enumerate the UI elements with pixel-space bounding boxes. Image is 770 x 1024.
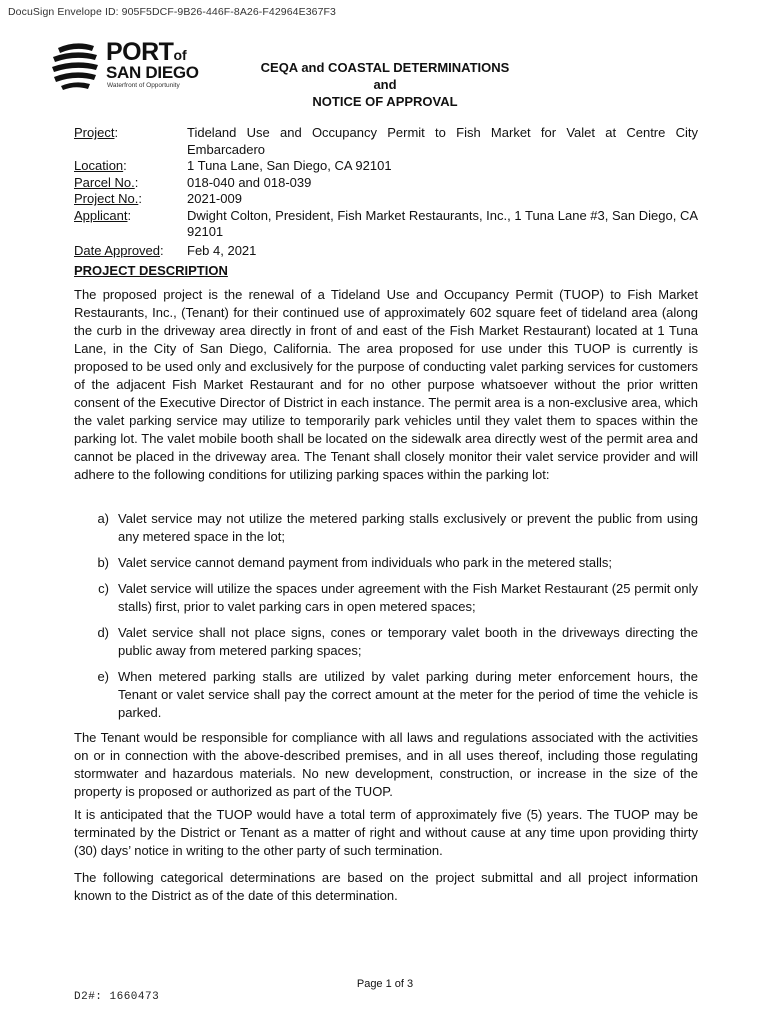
list-item [74,510,698,546]
field-date-approved-value: Feb 4, 2021 [187,242,257,258]
logo-tagline: Waterfront of Opportunity [107,82,180,89]
logo-port: PORT [106,38,174,66]
list-item-text: Valet service may not utilize the metered parking stalls exclusively or prevent the public from using any metered space in the lot; [118,511,698,544]
list-marker: d) [97,625,109,640]
field-project: Project: Tideland Use and Occupancy Permit to Fish Market for Valet at Centre City Embarcadero [74,125,698,157]
port-of-san-diego-logo [50,40,210,92]
list-item [74,624,698,660]
field-date-approved: Date Approved: Feb 4, 2021 [74,243,698,260]
logo-san-diego: SAN DIEGO [106,63,199,82]
list-marker: c) [98,581,109,596]
waves-icon [50,42,100,90]
field-applicant-label: Applicant [74,207,128,223]
document-number: D2#: 1660473 [74,991,160,1003]
field-project-no-label: Project No. [74,191,139,206]
document-title-line-2: and [373,77,397,92]
document-title-line-3: NOTICE OF APPROVAL [312,94,458,109]
section-heading-project-description: PROJECT DESCRIPTION [74,263,228,278]
paragraph-compliance: The Tenant would be responsible for compliance with all laws and regulations associated with the activities on or in connection with the above-described premises, and in all uses thereof, including those regulating stormwater and hazardous materials. No new development, construction, or increase in the size of the property is proposed or authorized as part of the TUOP. [74,730,698,799]
docusign-envelope-id: DocuSign Envelope ID: 905F5DCF-9B26-446F-8A26-F42964E367F3 [8,6,336,18]
field-date-approved-label: Date Approved [74,242,161,258]
list-item [74,554,698,572]
list-item [74,580,698,616]
paragraph-term: It is anticipated that the TUOP would have a total term of approximately five (5) years. The TUOP may be terminated by the District or Tenant as a matter of right and without cause at any time upon providing thirty (30) days’ notice in writing to the other party of such termination. [74,807,698,858]
field-project-value: Tideland Use and Occupancy Permit to Fish Market for Valet at Centre City Embarcadero [187,125,698,157]
logo-port-text [106,40,187,65]
field-location: Location: 1 Tuna Lane, San Diego, CA 92101 [74,158,698,175]
field-parcel: Parcel No.: 018-040 and 018-039 [74,175,698,192]
list-item-text: Valet service will utilize the spaces under agreement with the Fish Market Restaurant (25 permit only stalls) first, prior to valet parking cars in open metered spaces; [118,581,698,614]
list-item [74,668,698,722]
field-parcel-value: 018-040 and 018-039 [187,174,312,190]
list-marker: a) [97,511,109,526]
document-title-line-1: CEQA and COASTAL DETERMINATIONS [260,60,510,75]
logo-of: of [173,47,187,63]
conditions-list [74,510,698,730]
paragraph-determinations: The following categorical determinations are based on the project submittal and all project information known to the District as of the date of this determination. [74,870,698,903]
project-info-fields [74,125,698,259]
field-project-no-value: 2021-009 [187,191,242,206]
page-number: Page 1 of 3 [356,978,414,990]
field-project-label: Project [74,125,115,140]
field-parcel-label: Parcel No. [74,174,135,190]
field-location-value: 1 Tuna Lane, San Diego, CA 92101 [187,158,392,173]
list-item-text: Valet service shall not place signs, cones or temporary valet booth in the driveways directing the public away from metered parking spaces; [118,625,698,658]
field-applicant-value: Dwight Colton, President, Fish Market Restaurants, Inc., 1 Tuna Lane #3, San Diego, CA 92101 [187,207,698,239]
paragraph-project-description: The proposed project is the renewal of a Tideland Use and Occupancy Permit (TUOP) to Fish Market Restaurants, Inc., (Tenant) for their continued use of approximately 602 square feet of tideland area (along the curb in the driveway area directly in front of and east of the Fish Market Restaurant) located at 1 Tuna Lane, in the City of San Diego, California. The area proposed for use under this TUOP is currently is proposed to be used only and exclusively for the purpose of conducting valet parking services for customers of the adjacent Fish Market Restaurant and for no other purpose whatsoever without the prior written consent of the Executive Director of District in each instance. The permit area is a non-exclusive area, which the valet parking service may utilize to temporarily park vehicles until they valet them to spaces within the parking lot. The valet mobile booth shall be located on the sidewalk area directly west of the permit area and cannot be placed in the driveway area. The Tenant shall closely monitor their valet service provider and will adhere to the following conditions for utilizing parking spaces within the parking lot: [74,287,698,482]
list-marker: e) [97,669,109,684]
field-location-label: Location [74,158,124,173]
field-applicant: Applicant: Dwight Colton, President, Fish Market Restaurants, Inc., 1 Tuna Lane #3, San Diego, CA 92101 [74,207,698,239]
list-item-text: Valet service cannot demand payment from individuals who park in the metered stalls; [118,555,613,570]
list-marker: b) [97,555,109,570]
list-item-text: When metered parking stalls are utilized by valet parking during meter enforcement hours, the Tenant or valet service shall pay the correct amount at the meter for the period of time the vehicle is parked. [118,669,698,720]
field-project-no: Project No.: 2021-009 [74,191,698,208]
